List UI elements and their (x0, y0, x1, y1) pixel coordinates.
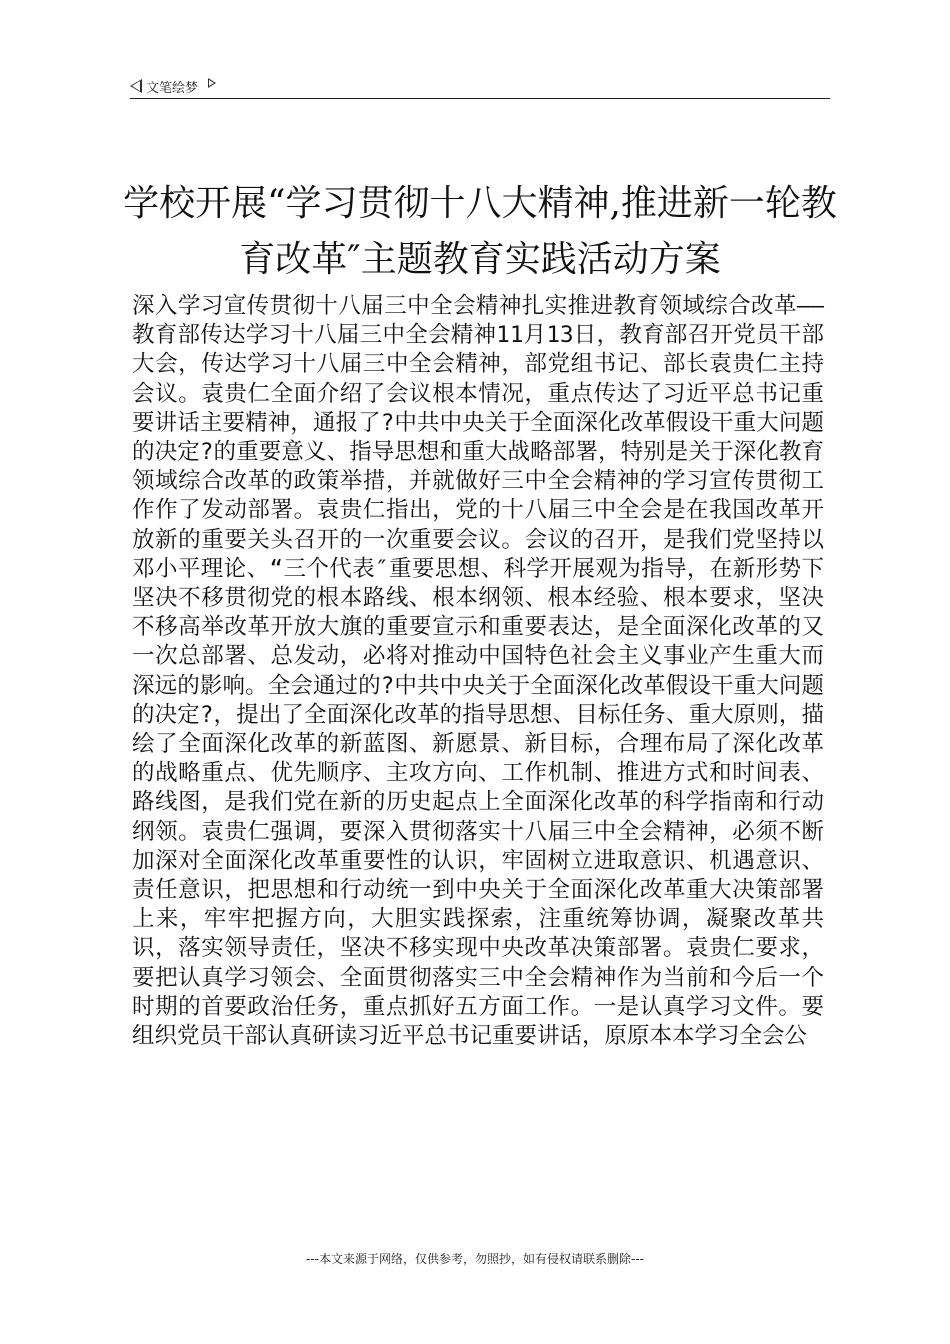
header-brand: 文笔绘梦 (146, 80, 199, 96)
triangle-right-icon (208, 78, 216, 88)
page-header (130, 74, 830, 98)
document-title: 学校开展“学习贯彻十八大精神,推进新一轮教育改革″主题教育实践活动方案 (123, 183, 837, 280)
header-divider (130, 98, 830, 99)
footer-notice: ---本文来源于网络，仅供参考，勿照抄，如有侵权请联系删除--- (306, 1252, 644, 1266)
triangle-left-icon (130, 79, 142, 93)
document-body: 深入学习宣传贯彻十八届三中全会精神扎实推进教育领域综合改革——教育部传达学习十八届三中全会精神11月13日，教育部召开党员干部大会，传达学习十八届三中全会精神，部党组书记、部长袁贵仁主持会议。袁贵仁全面介绍了会议根本情况，重点传达了习近平总书记重要讲话主要精神，通报了?中共中央关于全面深化改革假设干重大问题的决定?的重要意义、指导思想和重大战略部署，特别是关于深化教育领域综合改革的政策举措，并就做好三中全会精神的学习宣传贯彻工作作了发动部署。袁贵仁指出，党的十八届三中全会是在我国改革开放新的重要关头召开的一次重要会议。会议的召开，是我们党坚持以邓小平理论、“三个代表″重要思想、科学开展观为指导，在新形势下坚决不移贯彻党的根本路线、根本纲领、根本经验、根本要求，坚决不移高举改革开放大旗的重要宣示和重要表达，是全面深化改革的又一次总部署、总发动，必将对推动中国特色社会主义事业产生重大而深远的影响。全会通过的?中共中央关于全面深化改革假设干重大问题的决定?，提出了全面深化改革的指导思想、目标任务、重大原则，描绘了全面深化改革的新蓝图、新愿景、新目标，合理布局了深化改革的战略重点、优先顺序、主攻方向、工作机制、推进方式和时间表、路线图，是我们党在新的历史起点上全面深化改革的科学指南和行动纲领。袁贵仁强调，要深入贯彻落实十八届三中全会精神，必须不断加深对全面深化改革重要性的认识，牢固树立进取意识、机遇意识、责任意识，把思想和行动统一到中央关于全面深化改革重大决策部署上来，牢牢把握方向，大胆实践探索，注重统筹协调，凝聚改革共识，落实领导责任，坚决不移实现中央改革决策部署。袁贵仁要求，要把认真学习领会、全面贯彻落实三中全会精神作为当前和今后一个时期的首要政治任务，重点抓好五方面工作。一是认真学习文件。要组织党员干部认真研读习近平总书记重要讲话，原原本本学习全会公 (132, 293, 824, 1050)
